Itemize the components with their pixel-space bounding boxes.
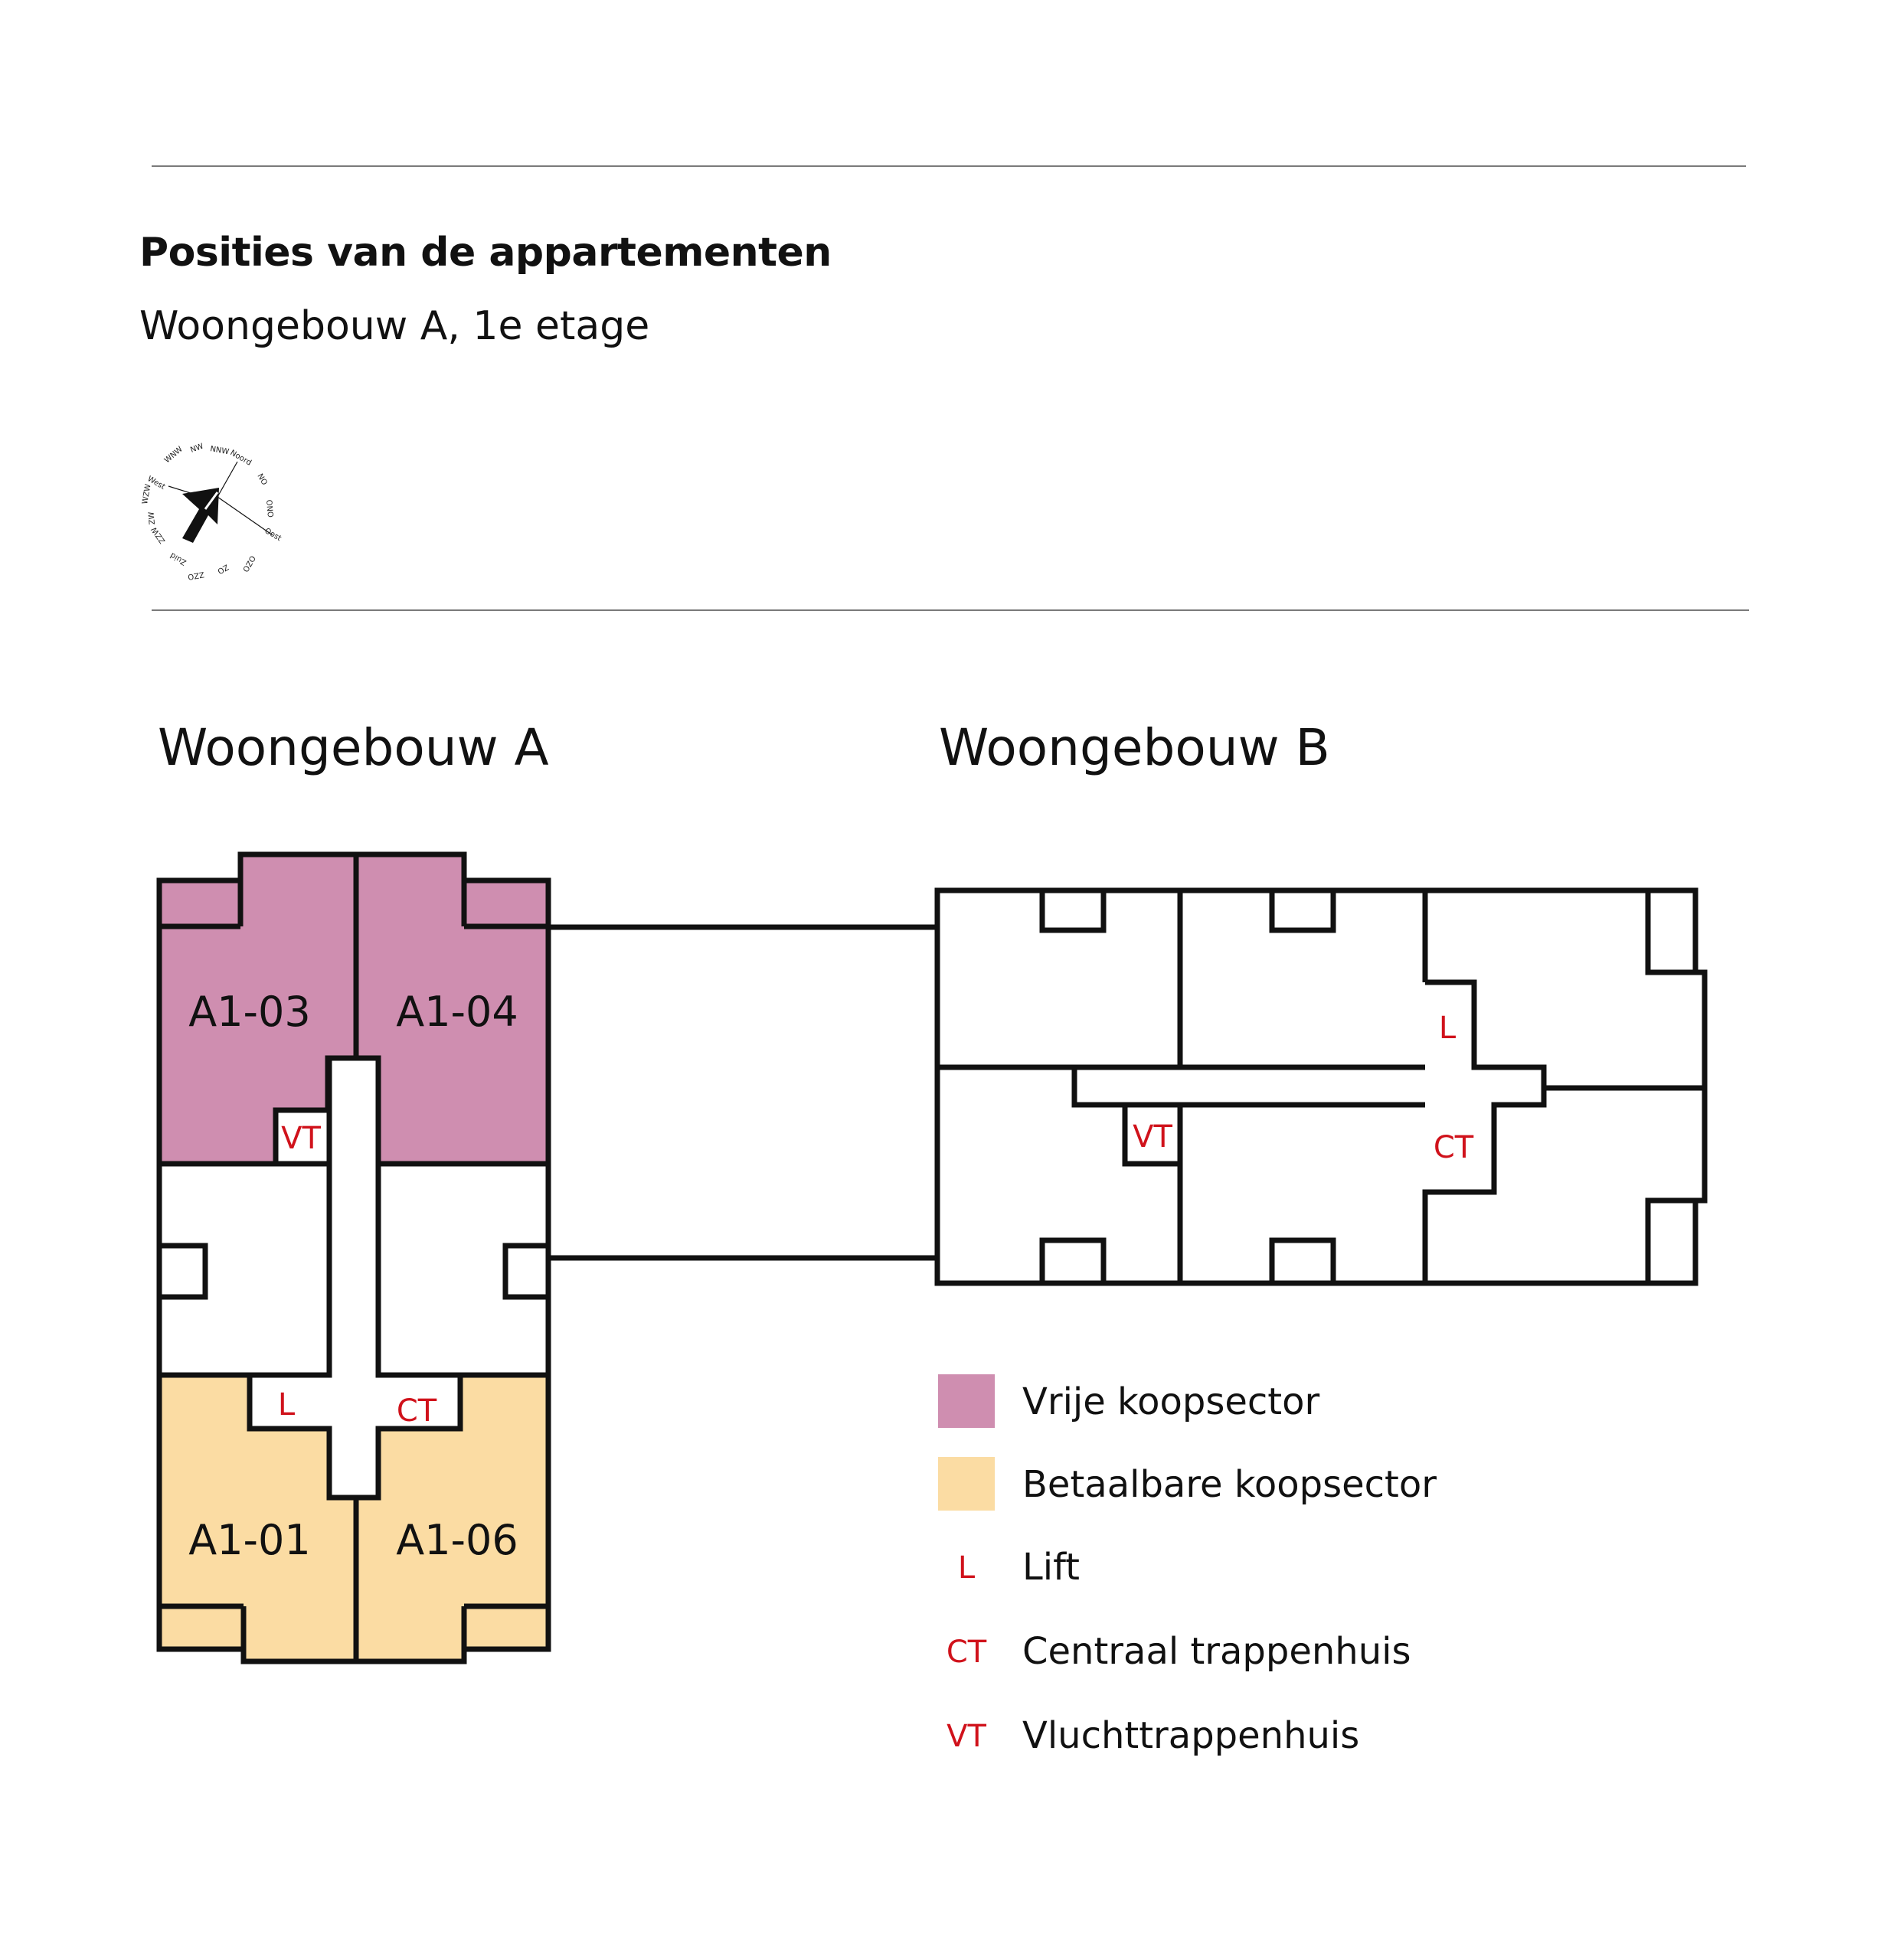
compass-label-zuid: Zuid	[168, 550, 188, 567]
escape-stair-a-symbol: VT	[281, 1121, 321, 1156]
compass-label-zw: ZW	[147, 511, 157, 525]
legend-symbol-lift: L	[957, 1550, 976, 1586]
compass-label-noord: Noord	[228, 449, 253, 468]
compass-label-wzw: WZW	[141, 483, 153, 505]
legend-label: Betaalbare koopsector	[1022, 1463, 1437, 1506]
central-stair-a-symbol: CT	[396, 1393, 437, 1429]
lift-b-symbol: L	[1438, 1011, 1457, 1046]
compass-label-nnw: NNW	[209, 445, 230, 457]
legend-item-lift	[938, 1540, 1474, 1595]
legend-swatch-betaalbaar	[938, 1457, 995, 1511]
legend-symbol-central-stair: CT	[946, 1635, 987, 1670]
legend-swatch-vrije	[938, 1374, 995, 1428]
legend-item-vrije	[938, 1374, 1474, 1429]
legend-label: Vluchttrappenhuis	[1022, 1714, 1360, 1757]
compass-label-oost: Oost	[263, 527, 283, 544]
page-title: Posities van de appartementen	[139, 230, 832, 276]
unit-a1-06-label: A1-06	[396, 1516, 518, 1564]
compass-label-wnw: WNW	[162, 445, 185, 466]
compass-label-no: NO	[255, 472, 269, 487]
legend-label: Lift	[1022, 1546, 1080, 1589]
legend-label: Vrije koopsector	[1022, 1380, 1320, 1423]
legend-item-betaalbaar	[938, 1457, 1474, 1512]
page-subtitle: Woongebouw A, 1e etage	[139, 303, 650, 349]
unit-a1-03-label: A1-03	[188, 988, 311, 1036]
lift-a-symbol: L	[277, 1387, 296, 1423]
legend-symbol-escape-stair: VT	[947, 1719, 986, 1754]
compass-label-west: West	[145, 475, 167, 492]
compass-label-nw: NW	[189, 442, 205, 455]
central-stair-b-symbol: CT	[1433, 1130, 1474, 1165]
building-b-label: Woongebouw B	[939, 718, 1330, 777]
unit-a1-04-label: A1-04	[396, 988, 518, 1036]
compass-label-zzw: ZZW	[149, 524, 168, 545]
unit-a1-01-label: A1-01	[188, 1516, 311, 1564]
legend-label: Centraal trappenhuis	[1022, 1630, 1411, 1673]
compass-label-ono: ONO	[264, 499, 274, 518]
compass-label-zzo: ZZO	[187, 570, 205, 581]
legend-item-central-stair	[938, 1624, 1474, 1679]
legend-item-escape-stair	[938, 1708, 1474, 1763]
compass-label-ozo: OZO	[240, 554, 257, 573]
escape-stair-b-symbol: VT	[1133, 1119, 1172, 1155]
building-a-label: Woongebouw A	[158, 718, 549, 777]
compass-label-zo: ZO	[215, 562, 230, 576]
